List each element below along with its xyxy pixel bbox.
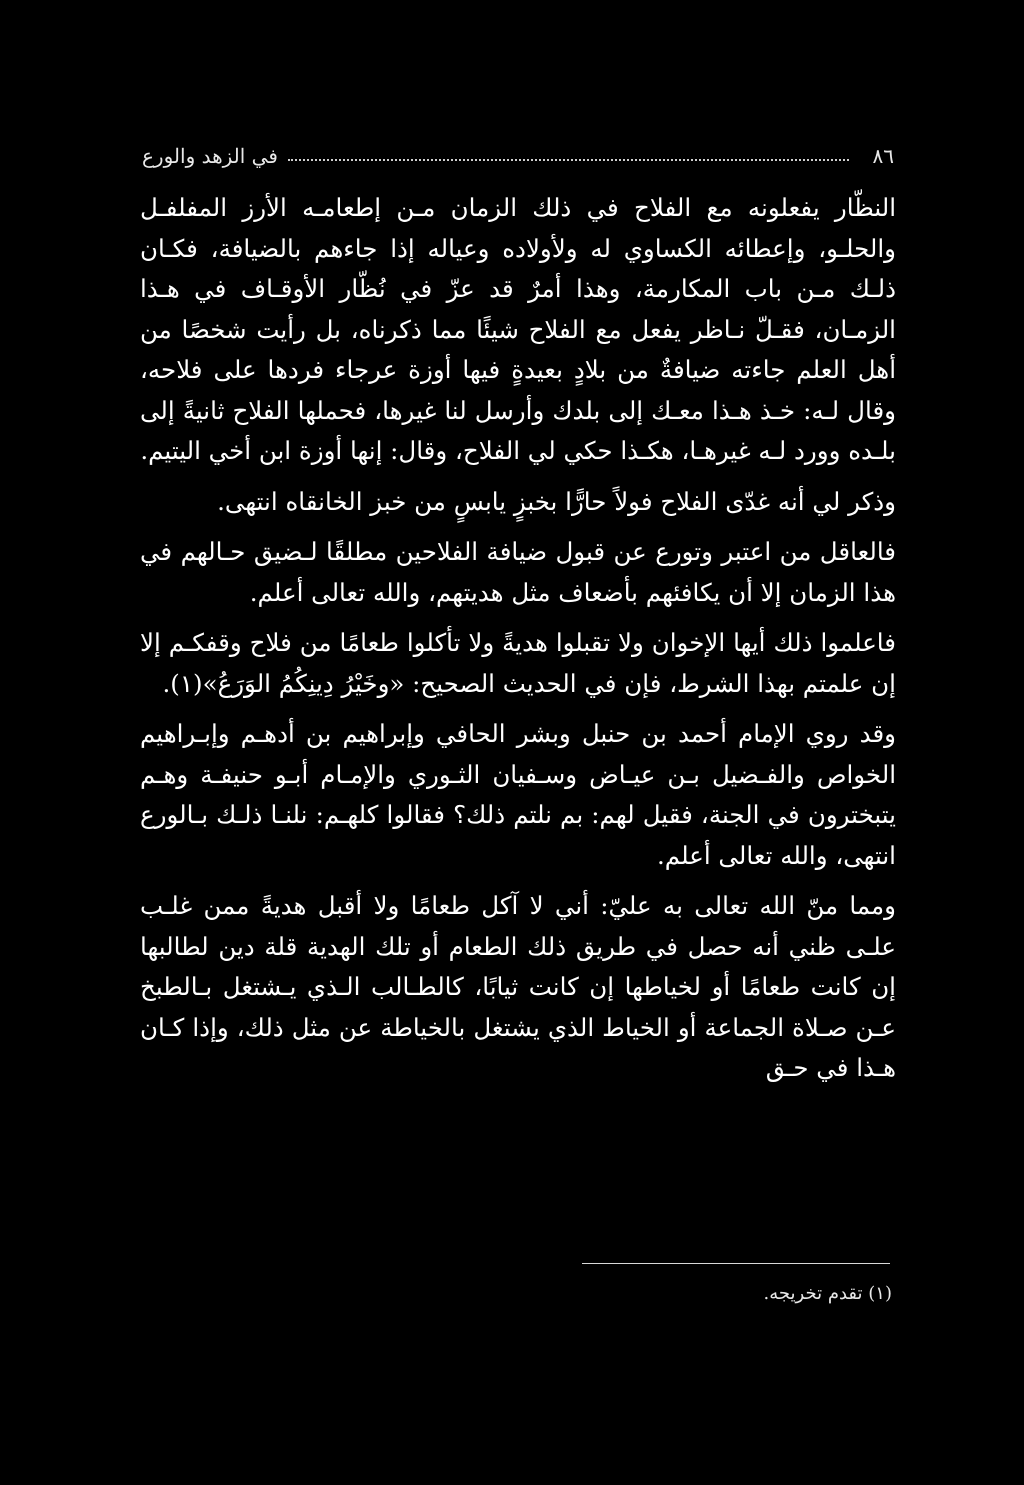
body-text [140,188,896,1097]
paragraph-1: النظّار يفعلونه مع الفلاح في ذلك الزمان مـن إطعامـه الأرز المفلفـل والحلـو، وإعطائه الكساوي له ولأولاده وعياله إذا جاءهم بالضيافة، فكـان ذلـك مـن باب المكارمة، وهذا أمرٌ قد عزّ في نُظّار الأوقـاف في هـذا الزمـان، فقـلّ نـاظر يفعل مع الفلاح شيئًا مما ذكرناه، بل رأيت شخصًا من أهل العلم جاءته ضيافةٌ من بلادٍ بعيدةٍ فيها أوزة عرجاء فردها على فلاحه، وقال لـه: خـذ هـذا معـك إلى بلدك وأرسل لنا غيرها، فحملها الفلاح ثانيةً إلى بلـده وورد لـه غيرهـا، هكـذا حكي لي الفلاح، وقال: إنها أوزة ابن أخي اليتيم. [140,193,896,465]
paragraph-2: وذكر لي أنه غدّى الفلاح فولاً حارًّا بخبزٍ يابسٍ من خبز الخانقاه انتهى. [217,486,896,516]
paragraph-4: فاعلموا ذلك أيها الإخوان ولا تقبلوا هديةً ولا تأكلوا طعامًا من فلاح وقفكـم إلا إن علمتم بهذا الشرط، فإن في الحديث الصحيح: «وخَيْرُ دِينِكُمُ الوَرَعُ»(١). [140,628,896,698]
footnote: (١) تقدم تخريجه. [763,1283,892,1304]
footnote-separator [582,1263,890,1264]
book-title: في الزهد والورع [142,144,278,168]
dotted-leader [288,159,849,161]
paragraph-5: وقد روي الإمام أحمد بن حنبل وبشر الحافي وإبراهيم بن أدهـم وإبـراهيم الخواص والفـضيل بـن عيـاض وسـفيان الثـوري والإمـام أبـو حنيفـة وهـم يتبخترون في الجنة، فقيل لهم: بم نلتم ذلك؟ فقالوا كلهـم: نلنـا ذلـك بـالورع انتهى، والله تعالى أعلم. [140,719,896,870]
paragraph-3: فالعاقل من اعتبر وتورع عن قبول ضيافة الفلاحين مطلقًا لـضيق حـالهم في هذا الزمان إلا أن يكافئهم بأضعاف مثل هديتهم، والله تعالى أعلم. [140,537,896,607]
page-number: ٨٦ [872,144,894,168]
running-header [142,138,894,174]
paragraph-6: ومما منّ الله تعالى به عليّ: أني لا آكل طعامًا ولا أقبل هديةً ممن غلـب علـى ظني أنه حصل في طريق ذلك الطعام أو تلك الهدية قلة دين لطالبها إن كانت طعامًا أو لخياطها إن كانت ثيابًا، كالطـالب الـذي يـشتغل بـالطبخ عـن صـلاة الجماعة أو الخياط الذي يشتغل بالخياطة عن مثل ذلك، وإذا كـان هـذا في حـق [140,891,896,1082]
